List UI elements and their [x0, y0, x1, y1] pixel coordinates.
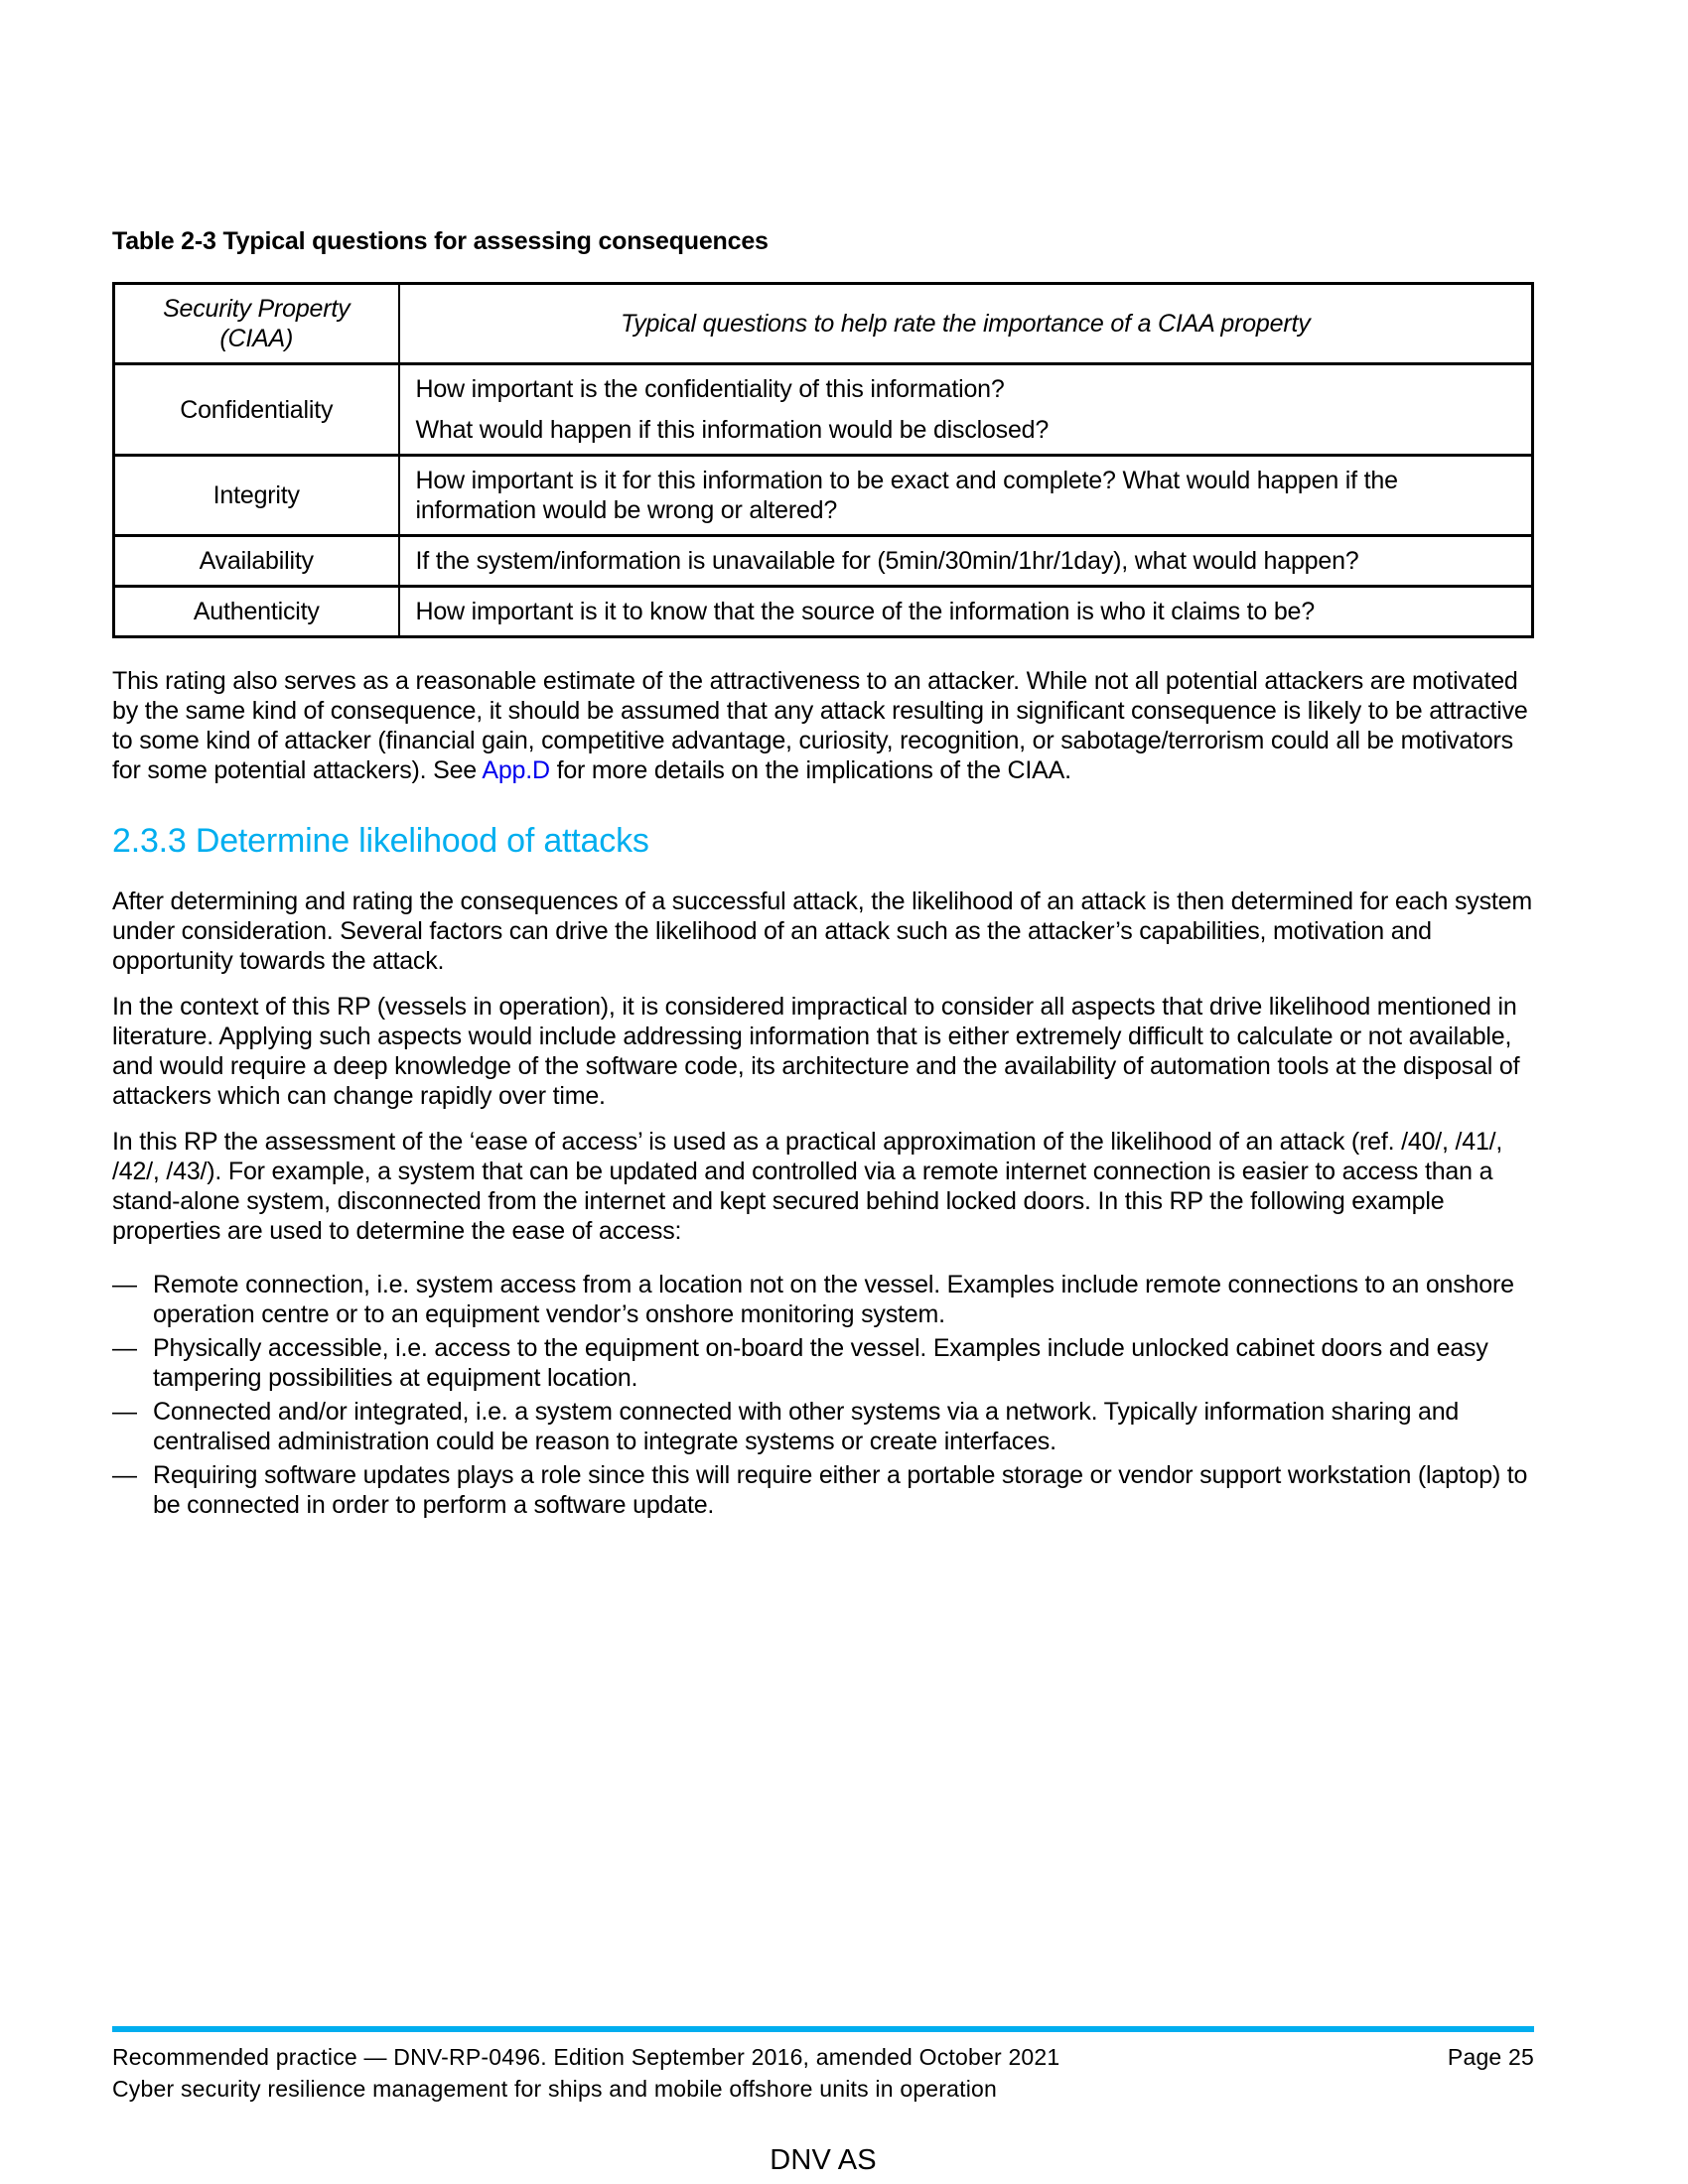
property-cell: Authenticity: [114, 587, 399, 637]
question-text: How important is the confidentiality of this information?: [415, 375, 1005, 403]
header-property-line1: Security Property: [163, 295, 351, 323]
list-item: [112, 1397, 1534, 1456]
header-property-cell: [114, 284, 399, 364]
consequences-table: [112, 282, 1534, 638]
questions-cell: [399, 587, 1533, 637]
header-questions-cell: Typical questions to help rate the importance of a CIAA property: [399, 284, 1533, 364]
header-property-line2: (CIAA): [219, 325, 294, 352]
question-text: How important is it to know that the source of the information is who it claims to be?: [415, 598, 1315, 625]
dash-bullet-marker: —: [112, 1334, 137, 1362]
section-paragraph-1: After determining and rating the consequences of a successful attack, the likelihood of an attack is then determined for each system under consideration. Several factors can drive the likelihood of an attack such as the attacker’s capabilities, motivation and opportunity towards the attack.: [112, 887, 1532, 975]
ease-of-access-list: [112, 1270, 1534, 1520]
list-item-text: Remote connection, i.e. system access from a location not on the vessel. Examples include remote connections to an onshore operation centre or to an equipment vendor’s onshore monitoring system.: [153, 1271, 1514, 1328]
table-row-integrity: [114, 456, 1533, 536]
table-row-availability: [114, 536, 1533, 587]
footer-document-reference: Recommended practice — DNV-RP-0496. Edition September 2016, amended October 2021: [112, 2044, 1060, 2070]
table-header-row: [114, 284, 1533, 364]
dash-bullet-marker: —: [112, 1461, 137, 1489]
list-item: [112, 1460, 1534, 1520]
property-cell: Integrity: [114, 456, 399, 536]
page-footer: [112, 2026, 1534, 2177]
table-row-authenticity: [114, 587, 1533, 637]
question-text: If the system/information is unavailable for (5min/30min/1hr/1day), what would happen?: [415, 547, 1359, 575]
footer-page-number: Page 25: [1447, 2044, 1534, 2070]
section-paragraph-2: In the context of this RP (vessels in operation), it is considered impractical to consider all aspects that drive likelihood mentioned in literature. Applying such aspects would include addressing information that is either extremely difficult to calculate or not available, and would require a deep knowledge of the software code, its architecture and the availability of automation tools at the disposal of attackers which can change rapidly over time.: [112, 993, 1520, 1110]
questions-cell: [399, 456, 1533, 536]
rating-paragraph: [112, 666, 1534, 785]
property-cell: Confidentiality: [114, 364, 399, 456]
footer-document-title: Cyber security resilience management for ships and mobile offshore units in operation: [112, 2076, 998, 2102]
footer-divider: [112, 2026, 1534, 2032]
rating-paragraph-tail: for more details on the implications of the CIAA.: [549, 756, 1071, 784]
footer-company-name: DNV AS: [770, 2144, 877, 2176]
list-item-text: Physically accessible, i.e. access to the equipment on-board the vessel. Examples include unlocked cabinet doors and easy tampering possibilities at equipment location.: [153, 1334, 1488, 1392]
list-item: [112, 1270, 1534, 1329]
section-heading: 2.3.3 Determine likelihood of attacks: [112, 822, 649, 860]
questions-cell: [399, 364, 1533, 456]
list-item-text: Requiring software updates plays a role since this will require either a portable storage or vendor support workstation (laptop) to be connected in order to perform a software update.: [153, 1461, 1528, 1519]
questions-cell: [399, 536, 1533, 587]
list-item: [112, 1333, 1534, 1393]
section-paragraph-3: In this RP the assessment of the ‘ease of access’ is used as a practical approximation of the likelihood of an attack (ref. /40/, /41/, /42/, /43/). For example, a system that can be updated and controlled via a remote internet connection is easier to access than a stand-alone system, disconnected from the internet and kept secured behind locked doors. In this RP the following example properties are used to determine the ease of access:: [112, 1128, 1503, 1245]
dash-bullet-marker: —: [112, 1398, 137, 1426]
table-caption: Table 2-3 Typical questions for assessing consequences: [112, 227, 769, 255]
question-text: What would happen if this information would be disclosed?: [415, 416, 1050, 444]
rating-paragraph-text: This rating also serves as a reasonable estimate of the attractiveness to an attacker. While not all potential attackers are motivated by the same kind of consequence, it should be assumed that any attack resulting in significant consequence is likely to be attractive to some kind of attacker (financial gain, competitive advantage, curiosity, recognition, or sabotage/terrorism could all be motivators for some potential attackers). See: [112, 667, 1528, 784]
list-item-text: Connected and/or integrated, i.e. a system connected with other systems via a network. Typically information sharing and centralised administration could be reason to integrate systems or create interfaces.: [153, 1398, 1460, 1455]
footer-line-1: [112, 2042, 1534, 2072]
dash-bullet-marker: —: [112, 1271, 137, 1298]
question-text: How important is it for this information to be exact and complete? What would happen if the information would be wrong or altered?: [415, 467, 1398, 524]
property-cell: Availability: [114, 536, 399, 587]
page-content: [112, 0, 1534, 1524]
table-row-confidentiality: [114, 364, 1533, 456]
appd-link[interactable]: App.D: [482, 756, 550, 784]
